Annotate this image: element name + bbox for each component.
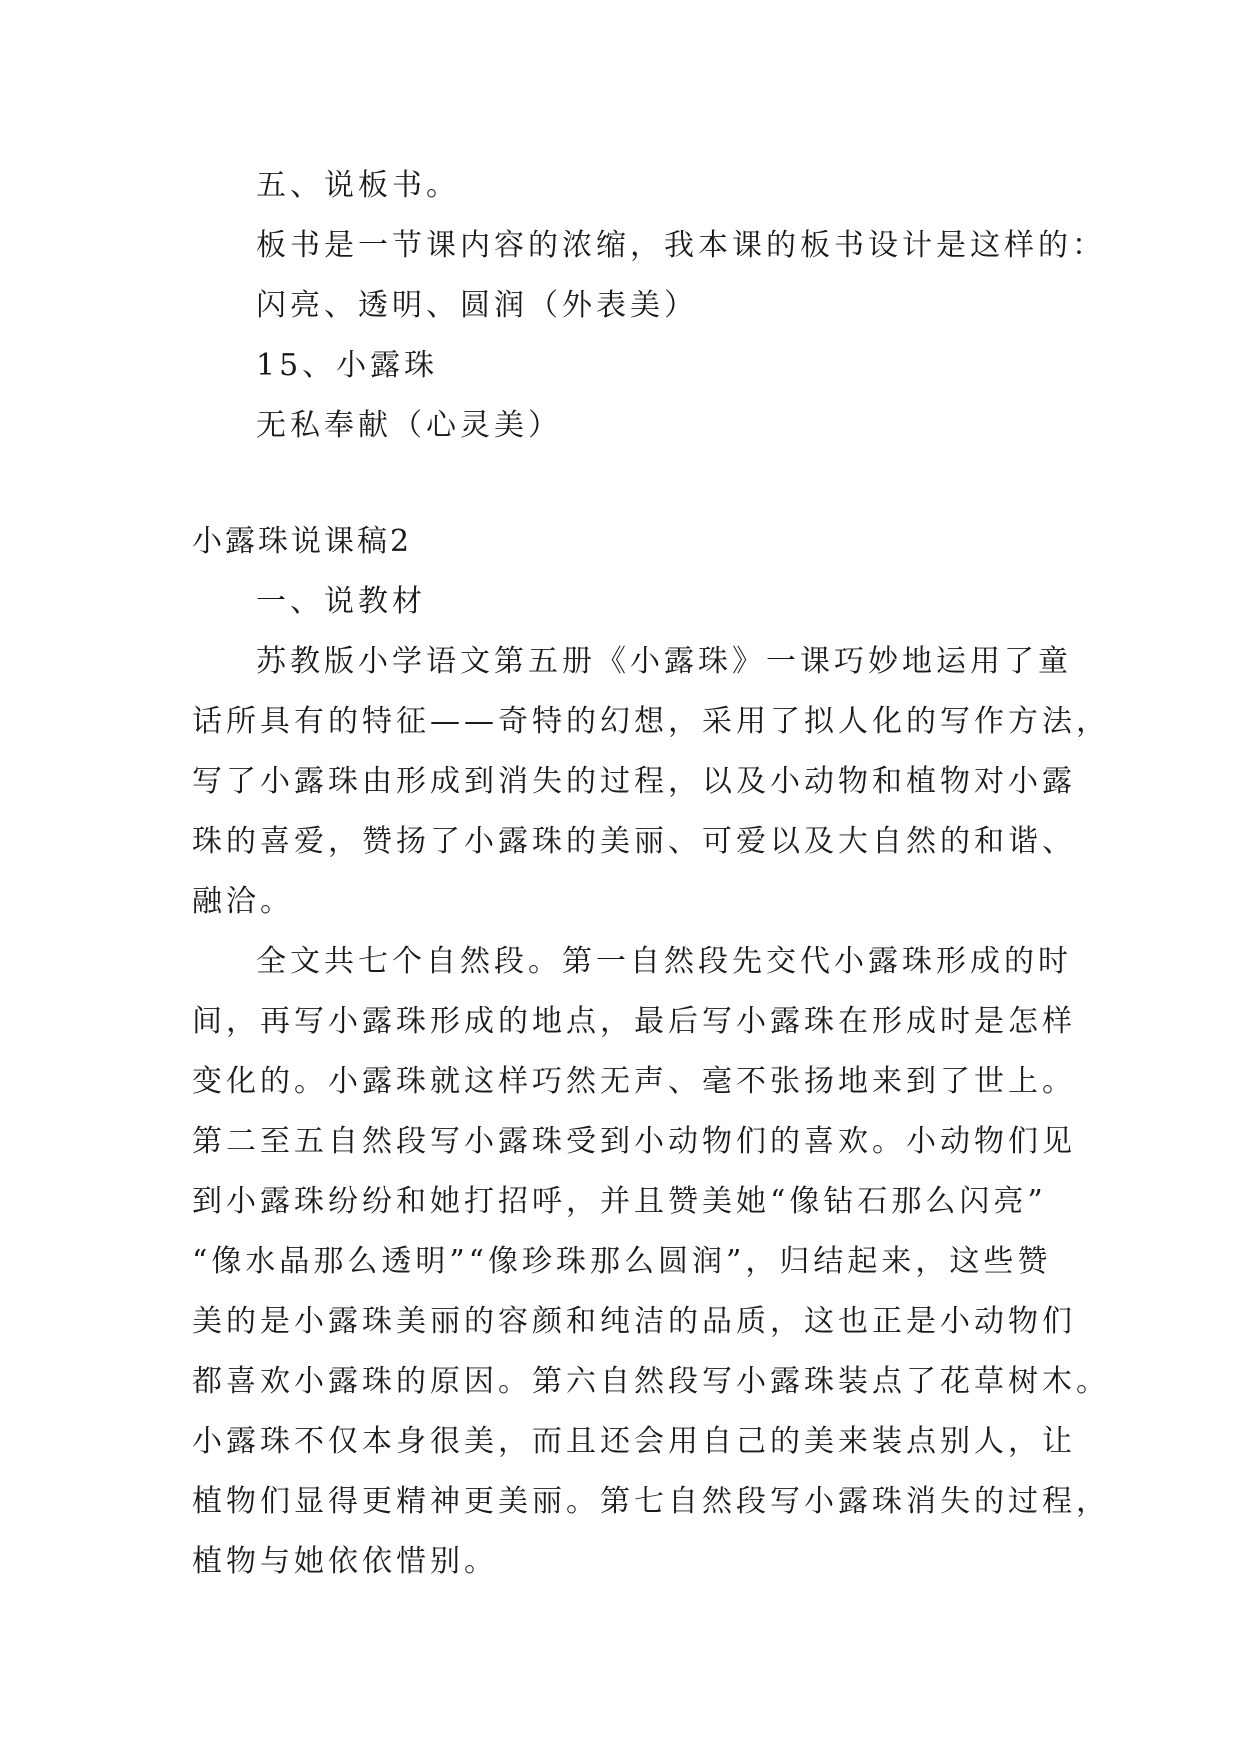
paragraph-line: 话所具有的特征——奇特的幻想，采用了拟人化的写作方法， — [192, 704, 1110, 739]
paragraph-line: 变化的。小露珠就这样巧然无声、毫不张扬地来到了世上。 — [192, 1064, 1076, 1099]
paragraph-line: 第二至五自然段写小露珠受到小动物们的喜欢。小动物们见 — [192, 1124, 1076, 1159]
paragraph-line: 植物与她依依惜别。 — [192, 1544, 498, 1579]
board-intro: 板书是一节课内容的浓缩，我本课的板书设计是这样的： — [256, 228, 1106, 263]
paragraph-line: 到小露珠纷纷和她打招呼，并且赞美她“像钻石那么闪亮” — [192, 1184, 1047, 1219]
paragraph-line: 间，再写小露珠形成的地点，最后写小露珠在形成时是怎样 — [192, 1004, 1076, 1039]
paragraph-line: 写了小露珠由形成到消失的过程，以及小动物和植物对小露 — [192, 764, 1076, 799]
board-line-1: 闪亮、透明、圆润（外表美） — [256, 288, 698, 323]
paragraph-line: 植物们显得更精神更美丽。第七自然段写小露珠消失的过程， — [192, 1484, 1110, 1519]
doc-title: 小露珠说课稿2 — [192, 524, 413, 559]
paragraph-line: 都喜欢小露珠的原因。第六自然段写小露珠装点了花草树木。 — [192, 1364, 1110, 1399]
board-line-3: 无私奉献（心灵美） — [256, 408, 562, 443]
section-title-board: 五、说板书。 — [256, 168, 460, 203]
board-line-2: 15、小露珠 — [256, 348, 439, 383]
paragraph-line: 小露珠不仅本身很美，而且还会用自己的美来装点别人，让 — [192, 1424, 1076, 1459]
paragraph-line: 融洽。 — [192, 884, 294, 919]
section-title-material: 一、说教材 — [256, 584, 426, 619]
paragraph-line: “像水晶那么透明”“像珍珠那么圆润”，归结起来，这些赞 — [192, 1244, 1052, 1279]
paragraph-line: 全文共七个自然段。第一自然段先交代小露珠形成的时 — [256, 944, 1072, 979]
paragraph-line: 珠的喜爱，赞扬了小露珠的美丽、可爱以及大自然的和谐、 — [192, 824, 1076, 859]
paragraph-line: 美的是小露珠美丽的容颜和纯洁的品质，这也正是小动物们 — [192, 1304, 1076, 1339]
paragraph-line: 苏教版小学语文第五册《小露珠》一课巧妙地运用了童 — [256, 644, 1072, 679]
